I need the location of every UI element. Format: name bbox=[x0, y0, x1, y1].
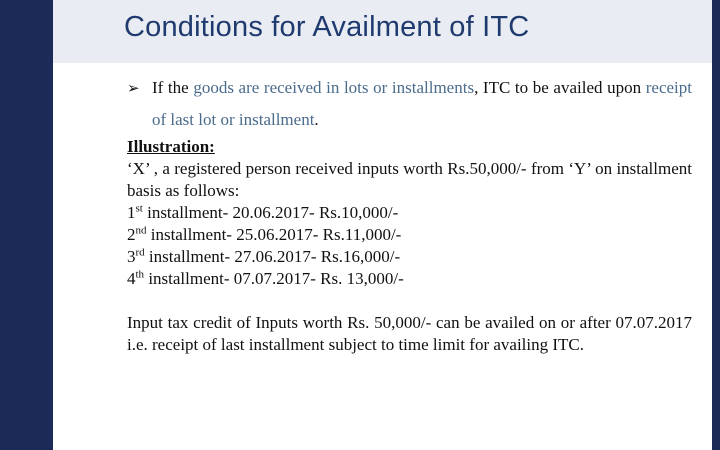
bullet-highlight-2: receipt of last lot or installment bbox=[152, 78, 692, 129]
bullet-text-prefix: If the bbox=[152, 78, 194, 97]
illustration-intro: ‘X’ , a registered person received inputs worth Rs.50,000/- from ‘Y’ on installment basis as follows: bbox=[127, 159, 692, 200]
slide-title: Conditions for Availment of ITC bbox=[124, 11, 530, 43]
conclusion-paragraph: Input tax credit of Inputs worth Rs. 50,000/- can be availed on or after 07.07.2017 i.e. receipt of last installment subject to time limit for availing ITC. bbox=[127, 313, 692, 354]
bullet-text-suffix: . bbox=[314, 110, 319, 129]
right-accent-bar bbox=[712, 0, 720, 450]
bullet-highlight-1: goods are received in lots or installments bbox=[193, 78, 475, 97]
installment-item: 4th installment- 07.07.2017- Rs. 13,000/- bbox=[127, 268, 404, 288]
installment-item: 1st installment- 20.06.2017- Rs.10,000/- bbox=[127, 202, 399, 222]
spacer bbox=[127, 290, 692, 312]
slide-content bbox=[127, 72, 692, 356]
installment-item: 2nd installment- 25.06.2017- Rs.11,000/- bbox=[127, 224, 402, 244]
left-accent-bar bbox=[0, 0, 53, 450]
bullet-text-middle: , ITC to be availed upon bbox=[474, 78, 646, 97]
bullet-point bbox=[127, 72, 692, 136]
arrow-bullet-icon: ➢ bbox=[127, 79, 140, 97]
illustration-heading: Illustration: bbox=[127, 137, 215, 156]
installment-list bbox=[127, 202, 692, 290]
installment-item: 3rd installment- 27.06.2017- Rs.16,000/- bbox=[127, 246, 401, 266]
